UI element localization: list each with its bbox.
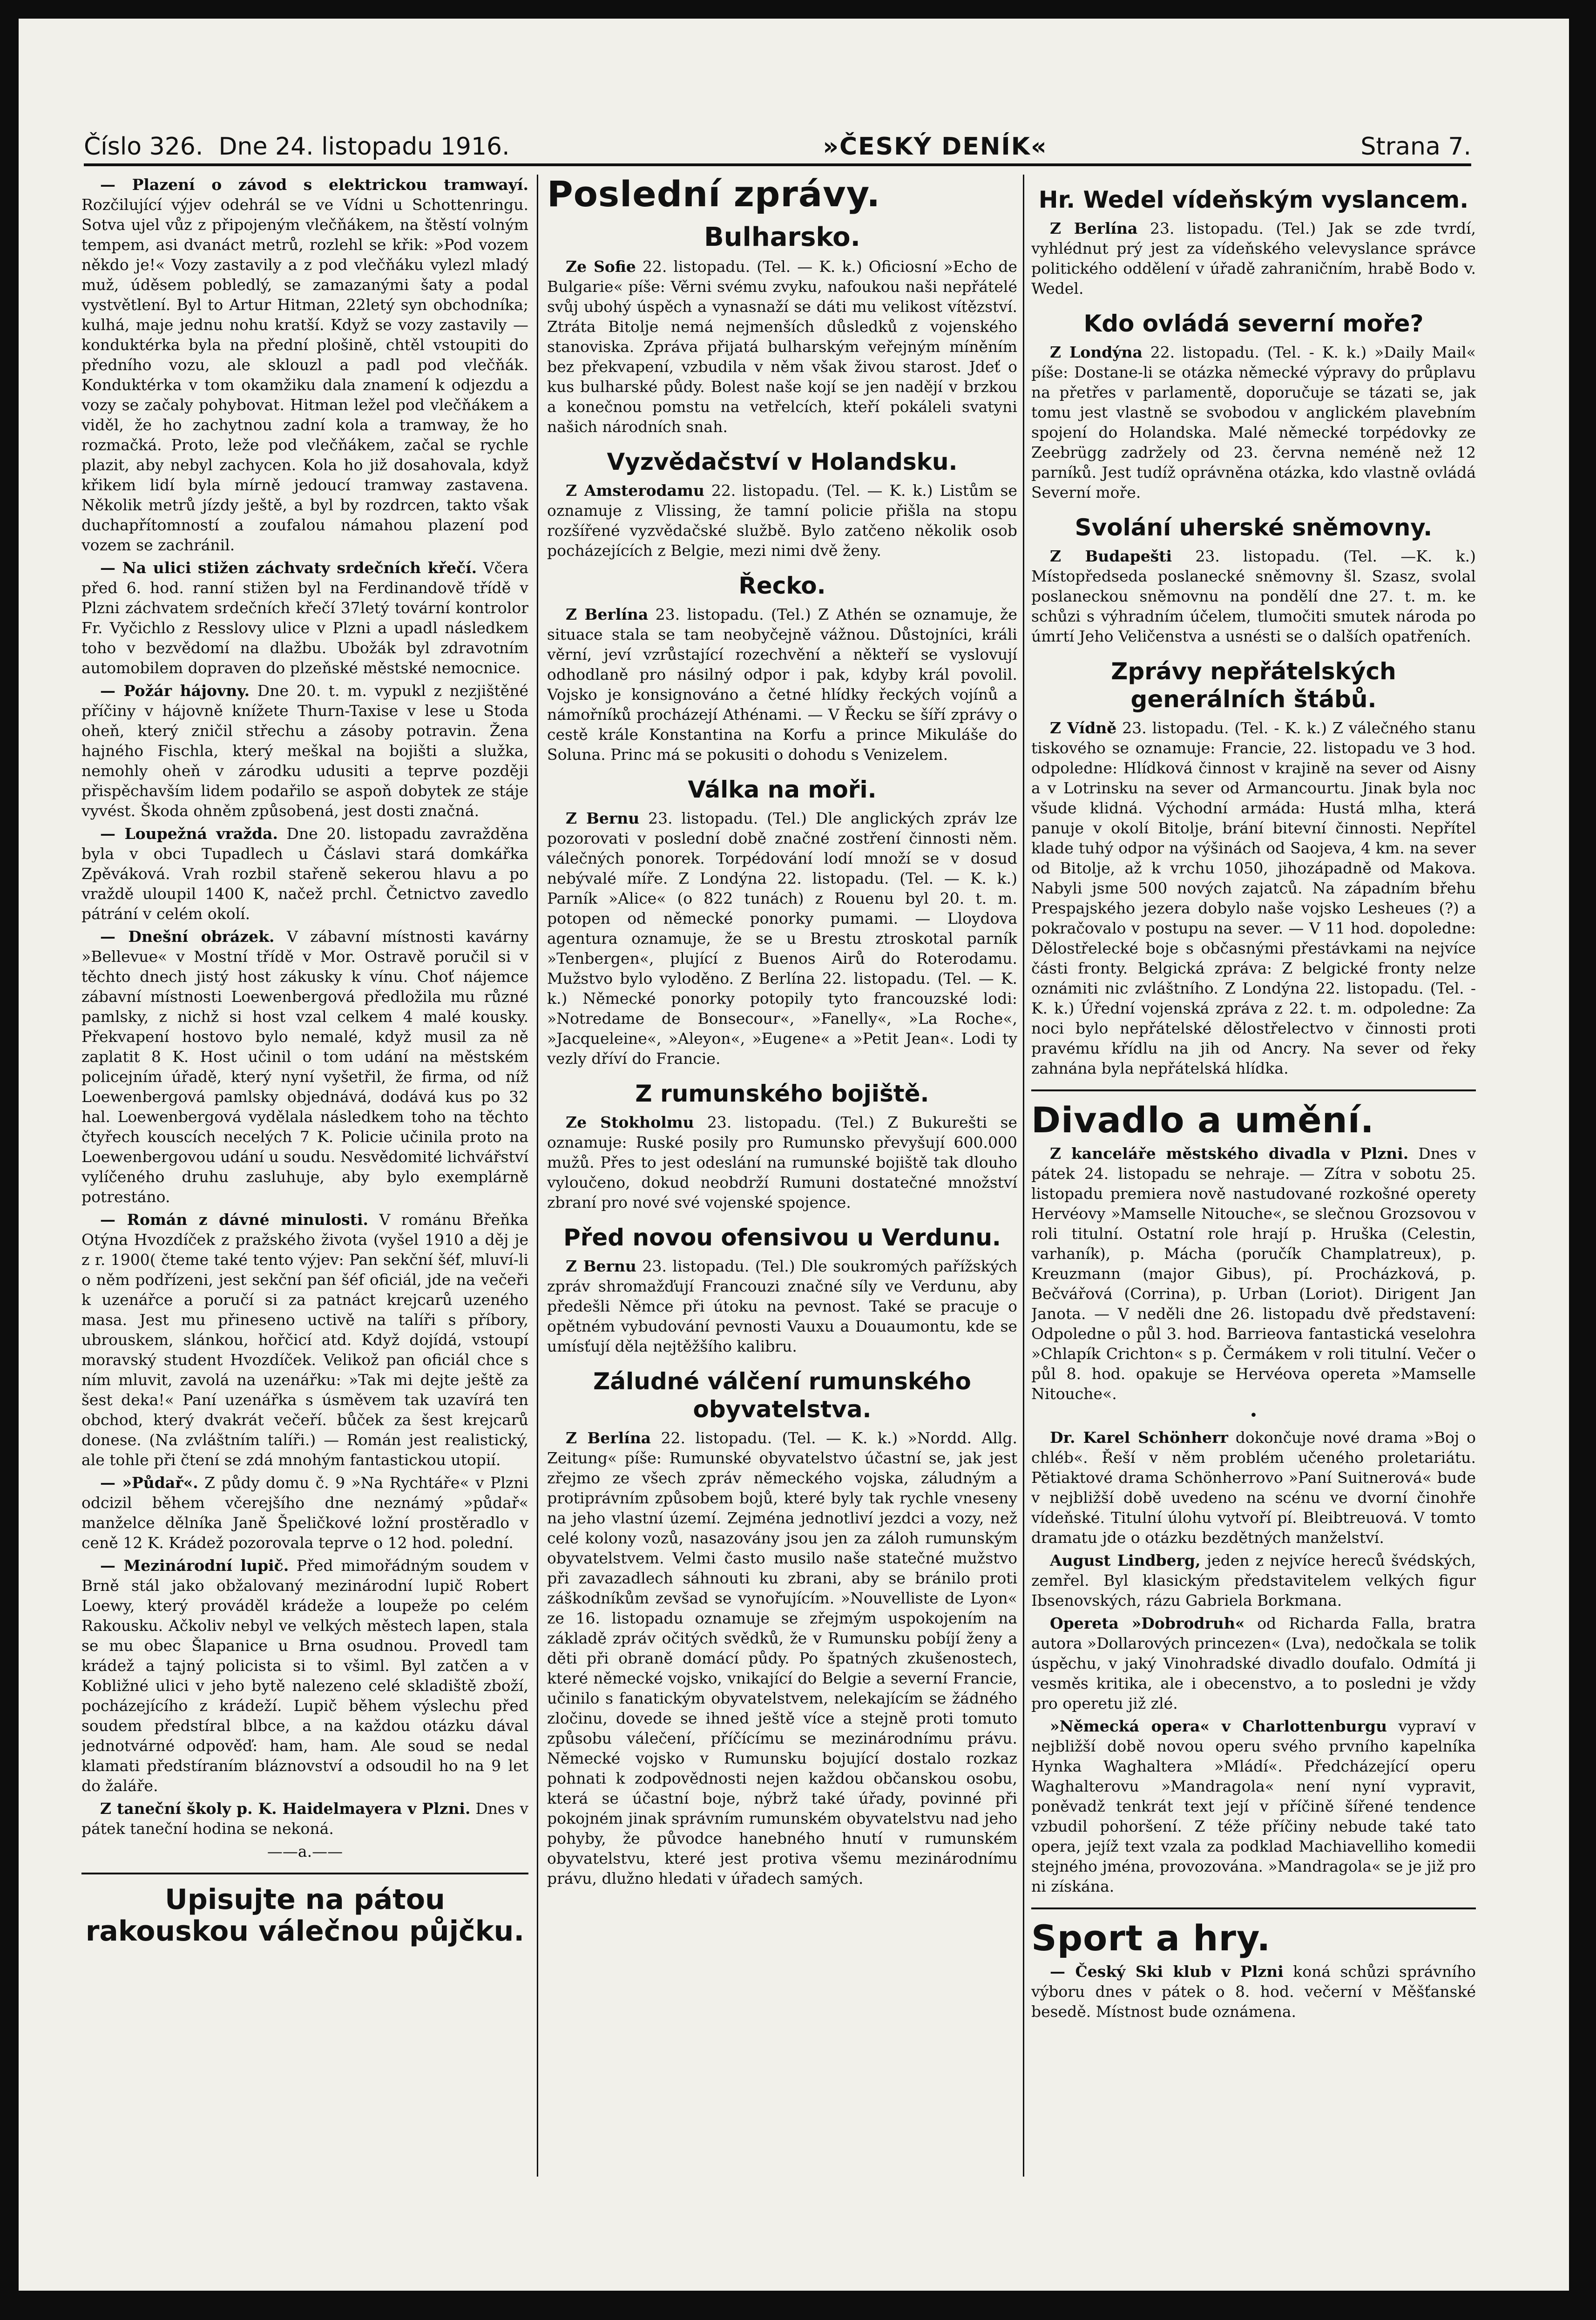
item-text: 23. listopadu. (Tel. - K. k.) Z válečného stanu tiskového se oznamuje: Francie, 22. listopadu ve 3 hod. odpoledne: Hlídková činnost v krajině na sever od Aisny a v Lotrinsku na sever od Armancourtu. Jinak byla noc všude klidná. Východní armáda: Hustá mlha, která panuje v okolí Bitolje, brání bitevní činnosti. Nepřítel klade tuhý odpor na výšinách od Saojeva, 4 km. na sever od Bitolje, až k vrchu 1050, jihozápadně od Makova. Nabyli jsme 500 nových zajatců. Na západním břehu Prespajského jezera dobylo naše vojsko Lesheues (?) a pokračovalo v postupu na sever. — V 11 hod. dopoledne: Dělostřelecké boje s občasnými přestávkami na nejvíce části fronty. Belgická zpráva: Z belgické fronty nelze oznámiti nic zvláštního. Z Londýna 22. listopadu. (Tel. - K. k.) Úřední vojenská zpráva z 22. t. m. odpoledne: Za noci bylo nepřátelské dělostřelectvo v činnosti proti pravému křídlu na jih od Ancry. Na sever od řeky zahnána byla nepřátelská hlídka.	[1031, 719, 1476, 1077]
section-heading: Před novou ofensivou u Verdunu.	[563, 1224, 1001, 1251]
theatre-item	[1031, 1143, 1476, 1404]
item-lead: Z Budapešti	[1050, 547, 1172, 565]
column-foreign-theatre-sport	[1031, 175, 1476, 2149]
item-text: Z půdy domu č. 9 »Na Rychtáře« v Plzni odcizil během včerejšího dne neznámý »půdař« manželce dělníka Janě Špeličkové ložní prostěradlo v ceně 12 K. Krádež pozorovala teprve o 12 hod. polední.	[81, 1474, 528, 1552]
item-text: od Richarda Falla, bratra autora »Dollarových princezen« (Lva), nedočkala se tolik úspěchu, v jaký Vinohradské divadlo doufalo. Odmítá ji vesměs kritika, ale i obecenstvo, a to posledni je vždy pro operetu již zlé.	[1031, 1614, 1476, 1712]
section-heading: Svolání uherské sněmovny.	[1075, 514, 1433, 541]
war-loan-notice: Upisujte na pátou rakouskou válečnou půjčku.	[85, 1883, 525, 1948]
newspaper-page	[19, 19, 1569, 2291]
item-lead: — »Půdař«.	[100, 1474, 198, 1492]
item-text: 23. listopadu. (Tel.) Dle soukromých pařížských zpráv shromažďují Francouzi značné síly ve Verdunu, aby předešli Němce při útoku na pevnost. Také se pracuje o opětném vybudování pevnosti Vauxu a Douaumontu, kde se umísťují děla nejtěžšího kalibru.	[547, 1257, 1017, 1355]
item-text: Před mimořádným soudem v Brně stál jako obžalovaný mezinárodní lupič Robert Loewy, který prováděl krádeže a loupeže po celém Rakousku. Ačkoliv nebyl ve velkých městech lapen, stala se mu obec Šlapanice u Brna osudnou. Provedl tam krádež a tajný policista si to všiml. Byl zatčen a v Kobližné ulici v jeho bytě nalezeno celé skladiště zboží, pocházejícího z krádeží. Lupič během výslechu před soudem předstíral blbce, a na každou otázku dával jednotvárné odpověď: ham, ham. Ale soud se nedal klamati předstíraním bláznovství a odsoudil ho na 9 let do žaláře.	[81, 1556, 528, 1795]
item-text: 23. listopadu. (Tel.) Jak se zde tvrdí, vyhlédnut prý jest za vídeňského velevyslance správce politického oddělení v úřadě zahraničním, hrabě Bodo v. Wedel.	[1031, 219, 1476, 298]
item-lead: Dr. Karel Schönherr	[1050, 1428, 1228, 1447]
item-text: Včera před 6. hod. ranní stižen byl na Ferdinandově třídě v Plzni záchvatem srdečních křečí 37letý tovární kontrolor Fr. Vyčichlo z Resslovy ulice v Plzni a upadl následkem toho v bezvědomí na dlažbu. Ubožák byl zdravotním automobilem dopraven do plzeňské městské nemocnice.	[81, 559, 528, 677]
item-text: V zábavní místnosti kavárny »Bellevue« v Mostní třídě v Mor. Ostravě poručil si v těchto dnech jistý host zákusky k vínu. Choť nájemce zábavní místnosti Loewenbergová předložila mu různé pamlsky, z nichž si host vzal celkem 4 malé kousky. Překvapení hostovo bylo nemalé, když musil za ně zaplatit 8 K. Host učinil o tom udání na městském policejním úřadě, který nyní vyšetřil, že firma, od níž Loewenbergová pamlsky objednává, dodává kus po 32 hal. Loewenbergová vydělala následkem toho na těchto čtyřech kouscích necelých 7 K. Policie učinila proto na Loewenbergovou udání u soudu. Nesvědomité lichvářství vylíčeného druhu zasluhuje, aby bylo exemplárně potrestáno.	[81, 927, 528, 1206]
item-lead: Z Bernu	[566, 1257, 636, 1275]
item-lead: Ze Sofie	[566, 257, 636, 276]
item-lead: »Německá opera« v Charlottenburgu	[1050, 1717, 1387, 1735]
issue-number: Číslo 326.	[84, 133, 203, 161]
item-lead: — Mezinárodní lupič.	[100, 1556, 289, 1575]
item-lead: Z kanceláře městského divadla v Plzni.	[1050, 1144, 1409, 1163]
item-text: Dne 20. t. m. vypukl z nezjištěné příčiny v hájovně knížete Thurn-Taxise v lese u Stoda oheň, který zničil střechu a zásoby potravin. Žena hajného Fischla, který meškal na bojišti a služka, nemohly oheň v zárodku udusiti a teprve později přispěchavším lidem podařilo se aspoň dobytek ze stáje vyvést. Škoda ohněm způsobená, jest dosti značná.	[81, 682, 528, 820]
issue-date	[84, 133, 510, 161]
item-lead: Z taneční školy p. K. Haidelmayera v Plzni.	[100, 1799, 471, 1818]
news-report	[547, 808, 1017, 1069]
page-number: Strana 7.	[1360, 133, 1471, 161]
item-text: 23. listopadu. (Tel. —K. k.) Místopředseda poslanecké sněmovny šl. Szasz, svolal poslaneckou sněmovnu na pondělí dne 27. t. m. ke schůzi s výhradním účelem, tlumočiti smutek národa po úmrtí Jeho Veličenstva a usnésti se o dalších opatřeních.	[1031, 547, 1476, 645]
item-lead: Z Berlína	[1050, 219, 1138, 237]
item-text: 22. listopadu. (Tel. — K. k.) Oficiosní »Echo de Bulgarie« píše: Věrni svému zvyku, nafoukou naši nepřátelé svůj ubohý úspěch a vynasnaží se dáti mu velikost vítězství. Ztráta Bitolje nemá nejmenších důsledků z vojenského stanoviska. Zpráva přijatá bulharským veřejným míněním bez překvapení, vzbudila v něm však živou starost. Jdeť o kus bulharské půdy. Bolest naše kojí se jen nadějí v brzkou a konečnou pomstu na vetřelcích, kteří pokáleli svatyni našich národních snah.	[547, 257, 1017, 436]
column-latest-news	[547, 175, 1017, 2130]
news-report	[1031, 546, 1476, 646]
item-lead: — Český Ski klub v Plzni	[1050, 1962, 1284, 1981]
star-separator-icon: •	[1249, 1407, 1258, 1424]
news-report	[1031, 342, 1476, 502]
item-text: V románu Břeňka Otýna Hvozdíček z pražského života (vyšel 1910 a děj je z r. 1900( čteme také tento výjev: Pan sekční šéf, mluví-li o něm podřízeni, jest sekční pan šéf oficiál, jde na večeři k uzenářce a poručí si za patnáct krejcarů uzeného masa. Jest mu přineseno uctivě na talíři s příbory, ubrouskem, slánkou, hořčicí atd. Když dojídá, vstoupí moravský student Hvozdíček. Velikož pan oficiál chce s ním mluvit, zavolá na uzenářku: »Tak mi dejte ještě za šest deka!« Paní uzenářka s úsměvem tak uzavírá ten obchod, který dvakrát večeří. bůček za šest krejcarů donese. (Na zvláštním talíři.) — Román jest realistický, ale tohle při čtení se zdá mnohým fantastickou utopií.	[81, 1211, 528, 1469]
item-lead: Z Bernu	[566, 809, 640, 827]
item-lead: Z Berlína	[566, 1429, 651, 1447]
item-lead: Ze Stokholmu	[566, 1113, 694, 1131]
news-report	[547, 480, 1017, 561]
news-item	[81, 558, 528, 678]
item-text: 22. listopadu. (Tel. — K. k.) »Nordd. Allg. Zeitung« píše: Rumunské obyvatelstvo účastní se, jak jest zřejmo ze všech zpráv německého vojska, záludným a protiprávním způsobem bojů, které byly tak rychle vneseny na jeho vlastní území. Zejména jednotliví jezdci a vozy, než celé kolony vozů, nasazovány jsou jen za záloh rumunským obyvatelstvem. Velmi často musilo naše statečné mužstvo při zavazadlech sáhnouti ku zbrani, aby se bránilo proti záškodníkům zevšad se vynořujícím. »Nouvelliste de Lyon« ze 16. listopadu oznamuje se zřejmým uspokojením na základě zpráv očitých svědků, že v Rumunsku pobíjí ženy a děti při obraně domácí půdy. Po špatných zkušenostech, které německé vojsko, vnikající do Belgie a severní Francie, učinilo s fanatickým obyvatelstvem, nelekajícím se žádného zločinu, dovede se ihned ještě více a stejně proti tomuto způsobu válečení, příčícímu se mezinárodnímu právu. Německé vojsko v Rumunsku bojující dostalo rozkaz pohnati k zodpovědnosti nejen každou občanskou osobu, která se účastní boje, nýbrž také úřady, povinné při pokojném jinak správním rumunském obyvatelstvu nad jeho pohyby, že původce hanebného hnutí v rumunském obyvatelstvu, které jest protiva všemu mezinárodnímu právu, dlužno hledati v úřadech samých.	[547, 1429, 1017, 1887]
item-lead: — Loupežná vražda.	[100, 825, 278, 843]
item-text: dokončuje nové drama »Boj o chléb«. Řeší v něm problém učeného proletariátu. Pětiaktové drama Schönherrovo »Paní Suitnerová« bude v nejbližší době uvedeno na scénu ve dvorní činohře vídeňské. Titulní úlohu vytvoří pí. Bleibtreuová. V tomto dramatu jde o otázku bezdětných manželství.	[1031, 1428, 1476, 1547]
date-line: Dne 24. listopadu 1916.	[218, 133, 510, 161]
column-local-news	[81, 175, 528, 2149]
news-report	[1031, 718, 1476, 1078]
section-heading: Válka na moři.	[688, 776, 877, 803]
divider	[81, 1873, 528, 1874]
section-heading: Bulharsko.	[704, 222, 860, 252]
item-text: 22. listopadu. (Tel. - K. k.) »Daily Mail« píše: Dostane-li se otázka německé výpravy do průplavu na přetřes v parlamentě, doporučuje se tázati se, jak tomu jest vlastně se svobodou v anglickém plavebním spojení do Holandska. Malé německé torpédovky ze Zeebrügg zadržely od 23. června neméně než 12 parníků. Jest tudíž oprávněna otázka, kdo vlastně ovládá Severní moře.	[1031, 343, 1476, 501]
item-text: 23. listopadu. (Tel.) Dle anglických zpráv lze pozorovati v poslední době značné zostření činnosti něm. válečných ponorek. Torpédování lodí množí se v dosud nebývalé míře. Z Londýna 22. listopadu. (Tel. — K. k.) Parník »Alice« (o 822 tunách) z Rouenu byl 20. t. m. potopen od německé ponorky pumami. — Lloydova agentura oznamuje, že se u Brestu ztroskotal parník »Tenbergen«, plující z Buenos Airů do Roterodamu. Mužstvo bylo vyloděno. Z Berlína 22. listopadu. (Tel. — K. k.) Německé ponorky potopily tyto francouzské lodi: »Notredame de Bonsecour«, »Fanelly«, »La Roche«, »Jacqueleine«, »Aleyon«, »Eugene« a »Petit Jean«. Lodi ty vezly dříví do Francie.	[547, 809, 1017, 1068]
news-report	[547, 1256, 1017, 1356]
item-lead: August Lindberg,	[1050, 1551, 1201, 1569]
section-heading: Řecko.	[738, 572, 826, 599]
item-lead: Z Amsterodamu	[566, 481, 705, 500]
news-item	[81, 927, 528, 1207]
section-heading: Kdo ovládá severní moře?	[1083, 310, 1424, 337]
news-item	[81, 1210, 528, 1470]
item-text: Dnes v pátek 24. listopadu se nehraje. — Zítra v sobotu 25. listopadu premiera nově nastudované rozkošné operety Hervéovy »Mamselle Nitouche«, se slečnou Grozsovou v roli titulní. Ostatní role hrají p. Hruška (Celestin, varhaník), p. Mácha (poručík Champlatreux), p. Kreuzmann (major Gibus), pí. Procházková, p. Bečvářová (Corrina), p. Urban (Loriot). Dirigent Jan Janota. — V neděli dne 26. listopadu dvě představení: Odpoledne o půl 3. hod. Barrieova fantastická veselohra »Chlapík Crichton« s p. Čermákem v roli titulní. Večer o půl 8. hod. opakuje se Hervéova opereta »Mamselle Nitouche«.	[1031, 1144, 1476, 1403]
item-lead: Z Berlína	[566, 605, 649, 623]
item-text: 23. listopadu. (Tel.) Z Bukurešti se oznamuje: Ruské posily pro Rumunsko převyšují 600.000 mužů. Přes to jest odeslání na rumunské bojiště tak dlouho vyloučeno, dokud neobdrží Rumuni dostatečné množství zbraní pro nové své vojenské spojence.	[547, 1113, 1017, 1211]
news-report	[547, 1428, 1017, 1888]
column-rule	[537, 175, 538, 2177]
news-report	[547, 257, 1017, 437]
news-item	[81, 824, 528, 924]
news-report	[547, 1112, 1017, 1212]
item-text: Dne 20. listopadu zavražděna byla v obci Tupadlech u Čáslavi stará domkářka Zpěváková. Vrah rozbil stařeně sekerou hlavu a po vraždě uloupil 1400 K, načež prchl. Četnictvo zavedlo pátrání v celém okolí.	[81, 825, 528, 923]
item-lead: — Román z dávné minulosti.	[100, 1211, 368, 1229]
news-report	[1031, 218, 1476, 298]
news-item	[81, 1473, 528, 1553]
item-lead: — Dnešní obrázek.	[100, 927, 275, 946]
sport-item	[1031, 1962, 1476, 2022]
item-lead: Opereta »Dobrodruh«	[1050, 1614, 1245, 1632]
section-heading: Zprávy nepřátelských generálních štábů.	[1111, 658, 1396, 713]
item-text: 22. listopadu. (Tel. — K. k.) Listům se oznamuje z Vlissing, že tamní policie přišla na stopu rozšířené vyzvědačské službě. Bylo zatčeno několik osob pocházejících z Belgie, mezi nimi dvě ženy.	[547, 481, 1017, 560]
column-rule	[1023, 175, 1024, 2177]
section-heading: Vyzvědačství v Holandsku.	[607, 448, 958, 475]
item-text: Rozčilující výjev odehrál se ve Vídni u Schottenringu. Sotva ujel vůz z připojeným vlečňákem, na štěstí volným tempem, asi dvanáct metrů, rozlehl se křik: »Pod vozem někdo je!« Vozy zastavily a z pod vlečňáku vylezl mladý muž, úděsem pobledlý, se zamazanými šaty a podal vystvětlení. Byl to Artur Hitman, 22letý syn obchodníka; kulhá, maje jednu nohu kratší. Když se vozy zastavily — konduktérka byla na přední plošině, chtěl vstoupiti do předního vozu, ale sklouzl a padl pod vlečňák. Konduktérka v tom okamžiku dala znamení k odjezdu a vozy se začaly pohybovat. Hitman ležel pod vlečňákem a viděl, že ho zachytnou zadní kola a tramway, že ho rozmačká. Proto, leže pod vlečňákem, začal se rychle plazit, aby nebyl zachycen. Kola ho již dosahovala, když křikem lidí byla mírně jedoucí tramway zastavena. Několik metrů jízdy ještě, a byl by rozdrcen, takto však duchapřítomností a zoufalou námahou plazení pod vozem se zachránil.	[81, 196, 528, 554]
section-title-sport: Sport a hry.	[1031, 1917, 1271, 1959]
theatre-item	[1031, 1716, 1476, 1896]
section-heading: Z rumunského bojiště.	[635, 1080, 929, 1107]
news-item	[81, 175, 528, 555]
item-text: koná schůzi správního výboru dnes v pátek o 8. hod. večerní v Měšťanské besedě. Místnost bude oznámena.	[1031, 1962, 1476, 2021]
theatre-item	[1031, 1427, 1476, 1548]
theatre-item	[1031, 1550, 1476, 1610]
divider	[1031, 1907, 1476, 1909]
item-text: jeden z nejvíce hereců švédských, zemřel. Byl klasickým představitelem velkých figur Ibsenovských, rázu Gabriela Borkmana.	[1031, 1551, 1476, 1610]
section-title-theatre: Divadlo a umění.	[1031, 1099, 1374, 1141]
section-heading: Hr. Wedel vídeňským vyslancem.	[1038, 186, 1469, 213]
news-item	[81, 681, 528, 821]
item-text: vypraví v nejbližší době novou operu svého prvního kapelníka Hynka Waghaltera »Mládí«. Předcházející operu Waghalterovu »Mandragola« není nyní vypravit, poněvadž tenkrát text její v příčině šířené tendence vzbudil pohoršení. Z téže příčiny nebude také tato opera, jejíž text vzala za podklad Machiavelliho komedii stejného jména, provozována. »Mandragola« se je již pro ni získána.	[1031, 1717, 1476, 1895]
newspaper-title: »ČESKÝ DENÍK«	[823, 133, 1048, 161]
item-lead: — Plazení o závod s elektrickou tramwayí.	[100, 176, 528, 194]
item-text: Dnes v pátek taneční hodina se nekoná.	[81, 1799, 528, 1838]
item-text: 23. listopadu. (Tel.) Z Athén se oznamuje, že situace stala se tam neobyčejně vážnou. Důstojníci, králi věrní, jeví vzrůstající rozechvění a někteří se vyslovují odhodlaně pro násilný odpor i pak, kdyby král povolil. Vojsko je konsignováno a četné hlídky řeckých vojínů a námořníků procházejí Athénami. — V Řecku se šíří zprávy o cestě krále Konstantina na Korfu a prince Mikuláše do Soluna. Princ má se pokusiti o dohodu s Venizelem.	[547, 605, 1017, 764]
section-heading: Záludné válčení rumunského obyvatelstva.	[593, 1368, 971, 1423]
item-lead: — Požár hájovny.	[100, 682, 250, 700]
theatre-item	[1031, 1613, 1476, 1713]
section-title-latest-news: Poslední zprávy.	[547, 175, 881, 215]
item-lead: Z Vídně	[1050, 719, 1117, 737]
news-item	[81, 1556, 528, 1796]
item-lead: — Na ulici stižen záchvaty srdečních křečí.	[100, 559, 477, 577]
news-report	[547, 604, 1017, 764]
signoff: ——a.——	[267, 1842, 343, 1860]
item-lead: Z Londýna	[1050, 343, 1143, 361]
divider	[1031, 1089, 1476, 1091]
page-header	[84, 119, 1471, 166]
news-item	[81, 1799, 528, 1839]
